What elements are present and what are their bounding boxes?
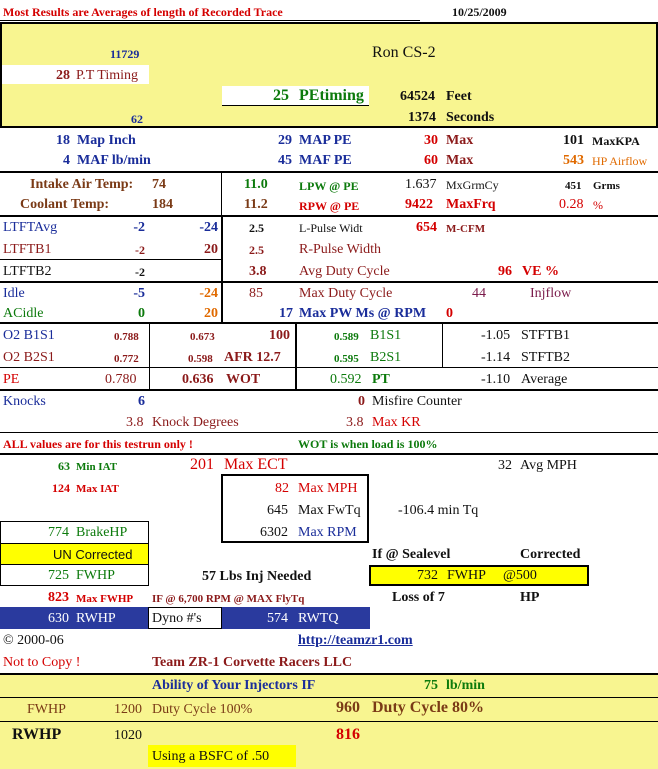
max-mph-label: Max MPH	[298, 481, 358, 496]
knocks-value: 6	[138, 394, 145, 409]
uncorrected-label: UN Corrected	[53, 547, 133, 562]
pt-timing-label: P.T Timing	[76, 68, 139, 83]
mcfm-label: M-CFM	[446, 223, 486, 235]
stftb2-label: STFTB2	[521, 350, 571, 365]
rpw-label: RPW @ PE	[299, 199, 360, 213]
max-rpm-label: Max RPM	[298, 525, 357, 540]
ltftavg-b: -24	[199, 220, 218, 235]
corrected-label: Corrected	[520, 547, 581, 562]
dyno-label: Dyno #'s	[152, 611, 202, 626]
misfire-label: Misfire Counter	[372, 394, 462, 409]
o2-b1s1-label: O2 B1S1	[3, 328, 55, 343]
avg-mph-value: 32	[498, 458, 512, 473]
temps-vdivider	[221, 172, 222, 216]
pt-timing-value: 28	[56, 68, 70, 83]
o2-b1s1-a: 0.788	[114, 331, 139, 343]
lpulse-label: L-Pulse Widt	[299, 221, 363, 235]
fwhp-label: FWHP	[76, 568, 115, 583]
coolant-value: 184	[152, 197, 173, 212]
pct-value: 0.28	[559, 197, 584, 212]
max-mph-value: 82	[275, 481, 289, 496]
temps-divider	[0, 215, 658, 217]
map-max-value: 30	[424, 133, 438, 148]
rwhp-value: 630	[48, 611, 69, 626]
maf-max-value: 60	[424, 153, 438, 168]
lpw-value: 11.0	[244, 177, 268, 192]
not-to-copy: Not to Copy !	[3, 655, 81, 670]
rwhp-bar	[0, 607, 148, 629]
run-id: 11729	[110, 47, 140, 61]
pt-value: 0.592	[330, 372, 362, 387]
maxfrq-value: 9422	[405, 197, 433, 212]
acidle-label: ACidle	[3, 306, 44, 321]
maf-pe-label: MAF PE	[299, 153, 352, 168]
injector-line-2	[0, 721, 658, 722]
seconds-label: Seconds	[446, 110, 495, 125]
maf-max-label: Max	[446, 153, 474, 168]
max-iat-label: Max IAT	[76, 483, 119, 495]
stftb1-label: STFTB1	[521, 328, 571, 343]
o2-vdivider-1	[149, 323, 150, 389]
corrected-fwhp-at: @500	[503, 568, 537, 583]
idle-b: -24	[199, 286, 218, 301]
maxkpa-label: MaxKPA	[592, 134, 640, 148]
run-name: Ron CS-2	[372, 44, 436, 61]
o2-b2s1-a: 0.772	[114, 353, 139, 365]
knocks-label: Knocks	[3, 394, 46, 409]
wot-note: WOT is when load is 100%	[298, 437, 438, 451]
fwhp-value: 725	[48, 568, 69, 583]
feet-label: Feet	[446, 89, 472, 104]
o2-b1s1-c: 100	[269, 328, 290, 343]
min-iat-label: Min IAT	[76, 461, 118, 473]
idle-a: -5	[133, 286, 145, 301]
max-fwhp-label: Max FWHP	[76, 593, 134, 605]
ltftb2-a: -2	[135, 265, 145, 279]
ve-label: VE %	[522, 264, 559, 279]
if-sealevel: If @ Sealevel	[372, 547, 451, 562]
loss-label: Loss of 7	[392, 590, 445, 605]
header-note: Most Results are Averages of length of Recorded Trace	[3, 5, 283, 19]
ltftavg-label: LTFTAvg	[3, 220, 58, 235]
mxgrm-label: MxGrmCy	[446, 178, 499, 192]
maf-label: MAF lb/min	[77, 153, 151, 168]
max-iat-value: 124	[52, 481, 70, 495]
ltftb1-label: LTFTB1	[3, 242, 52, 257]
r-b1s1-label: B1S1	[370, 328, 402, 343]
inj-duty100-label: Duty Cycle 100%	[152, 702, 253, 717]
feet-value: 64524	[400, 89, 435, 104]
knock-degrees-label: Knock Degrees	[152, 415, 239, 430]
brakehp-value: 774	[48, 525, 69, 540]
inj-rwhp-label: RWHP	[12, 726, 62, 743]
max-rpm-value: 6302	[260, 525, 288, 540]
map-max-label: Max	[446, 133, 474, 148]
all-values-note: ALL values are for this testrun only !	[3, 437, 193, 451]
avg-mph-label: Avg MPH	[520, 458, 577, 473]
o2-b2s1-b: 0.598	[188, 353, 213, 365]
maxpw-rpm: 0	[446, 306, 453, 321]
max-fwtq-value: 645	[267, 503, 288, 518]
inj-rwhp-100: 1020	[114, 728, 142, 743]
corrected-fwhp-value: 732	[417, 568, 438, 583]
hp-airflow-label: HP Airflow	[592, 154, 648, 168]
mxgrm-value: 1.637	[405, 177, 437, 192]
rpulse-value: 2.5	[249, 243, 264, 257]
inj-fwhp-100: 1200	[114, 702, 142, 717]
pt-label: PT	[372, 372, 390, 387]
injector-ability-label: Ability of Your Injectors IF	[152, 678, 316, 693]
rwhp-label: RWHP	[76, 611, 116, 626]
stft-avg-value: -1.10	[481, 372, 511, 387]
max-kr-value: 3.8	[346, 415, 364, 430]
ltftb2-label: LTFTB2	[3, 264, 52, 279]
o2-b2s1-label: O2 B2S1	[3, 350, 55, 365]
pct-label: %	[593, 198, 603, 212]
small-value: 62	[131, 112, 143, 126]
inj-rwhp-80: 816	[336, 726, 360, 743]
corrected-fwhp-label: FWHP	[447, 568, 486, 583]
maxfrq-label: MaxFrq	[446, 197, 496, 212]
o2-vdivider-2	[295, 323, 297, 389]
lpw-label: LPW @ PE	[299, 179, 359, 193]
r-b1s1-value: 0.589	[334, 331, 359, 343]
map-inch-label: Map Inch	[77, 133, 136, 148]
maxpw-label: Max PW Ms @ RPM	[299, 306, 427, 321]
inj-fwhp-80: 960	[336, 699, 360, 716]
header-underline	[0, 20, 420, 21]
team-name: Team ZR-1 Corvette Racers LLC	[152, 655, 353, 670]
injector-lb-label: lb/min	[446, 678, 485, 693]
maxduty-label: Max Duty Cycle	[299, 286, 393, 301]
acidle-b: 20	[204, 306, 218, 321]
copyright: © 2000-06	[3, 633, 64, 648]
grms-value: 451	[565, 180, 582, 192]
hp-label: HP	[520, 590, 540, 605]
injflow-label: Injflow	[530, 286, 572, 301]
pe-timing-value: 25	[273, 87, 289, 104]
ltftb1-b: 20	[204, 242, 218, 257]
ltftb1-a: -2	[135, 243, 145, 257]
o2-b1s1-b: 0.673	[190, 331, 215, 343]
injflow-value: 44	[472, 286, 486, 301]
rpw-value: 11.2	[244, 197, 268, 212]
acidle-a: 0	[138, 306, 145, 321]
min-iat-value: 63	[58, 459, 70, 473]
trims-divider	[0, 322, 658, 324]
r-b2s1-label: B2S1	[370, 350, 402, 365]
min-tq: -106.4 min Tq	[398, 503, 479, 518]
rwtq-label: RWTQ	[298, 611, 339, 626]
stft-avg-label: Average	[521, 372, 568, 387]
lpulse-value: 2.5	[249, 221, 264, 235]
report-date: 10/25/2009	[452, 5, 507, 19]
trims-line-2	[0, 281, 658, 283]
mcfm-value: 654	[416, 220, 437, 235]
map-divider	[0, 171, 658, 173]
pe-timing-label: PEtiming	[299, 87, 364, 104]
avgduty-value: 3.8	[249, 264, 267, 279]
wot-label: WOT	[226, 372, 261, 387]
max-kr-label: Max KR	[372, 415, 421, 430]
inj-duty80-label: Duty Cycle 80%	[372, 699, 484, 716]
hp-airflow-value: 543	[563, 153, 584, 168]
team-link[interactable]: http://teamzr1.com	[298, 633, 413, 648]
maf-pe-value: 45	[278, 153, 292, 168]
rpulse-label: R-Pulse Width	[299, 242, 382, 257]
notes-divider	[0, 453, 658, 455]
max-fwtq-label: Max FwTq	[298, 503, 361, 518]
stftb2-value: -1.14	[481, 350, 511, 365]
o2-line-1	[0, 367, 658, 368]
max-ect-value: 201	[190, 456, 214, 473]
brakehp-label: BrakeHP	[76, 525, 128, 540]
pe-value: 0.780	[105, 372, 137, 387]
max-fwhp-value: 823	[48, 590, 69, 605]
if-6700-note: IF @ 6,700 RPM @ MAX FlyTq	[152, 593, 305, 605]
intake-air-value: 74	[152, 177, 166, 192]
avgduty-label: Avg Duty Cycle	[299, 264, 390, 279]
idle-label: Idle	[3, 286, 25, 301]
maxkpa-value: 101	[563, 133, 584, 148]
inj-fwhp-label: FWHP	[27, 702, 66, 717]
trims-line-1	[0, 259, 222, 260]
rwtq-bar	[222, 607, 370, 629]
afr-label: AFR 12.7	[224, 350, 281, 365]
grms-label: Grms	[593, 180, 620, 192]
map-inch-value: 18	[56, 133, 70, 148]
maf-value: 4	[63, 153, 70, 168]
o2-vdivider-3	[442, 323, 443, 367]
trims-vdivider	[221, 216, 223, 322]
maxduty-value: 85	[249, 286, 263, 301]
bsfc-label: Using a BSFC of .50	[152, 749, 270, 764]
injector-line	[0, 697, 658, 698]
wot-value: 0.636	[182, 372, 214, 387]
max-ect-label: Max ECT	[224, 456, 288, 473]
stftb1-value: -1.05	[481, 328, 511, 343]
r-b2s1-value: 0.595	[334, 353, 359, 365]
knock-divider	[0, 432, 658, 433]
intake-air-label: Intake Air Temp:	[30, 177, 134, 192]
lbs-inj-needed: 57 Lbs Inj Needed	[202, 569, 312, 584]
o2-divider	[0, 389, 658, 391]
maxpw-value: 17	[279, 306, 293, 321]
hp-box-line-2	[0, 564, 149, 565]
seconds-value: 1374	[408, 110, 436, 125]
ve-value: 96	[498, 264, 512, 279]
injector-lb-value: 75	[424, 678, 438, 693]
misfire-value: 0	[358, 394, 365, 409]
coolant-label: Coolant Temp:	[20, 197, 110, 212]
pe-label: PE	[3, 372, 20, 387]
rwtq-value: 574	[267, 611, 288, 626]
knock-degrees-value: 3.8	[126, 415, 144, 430]
ltftavg-a: -2	[133, 220, 145, 235]
map-pe-value: 29	[278, 133, 292, 148]
map-pe-label: MAP PE	[299, 133, 352, 148]
